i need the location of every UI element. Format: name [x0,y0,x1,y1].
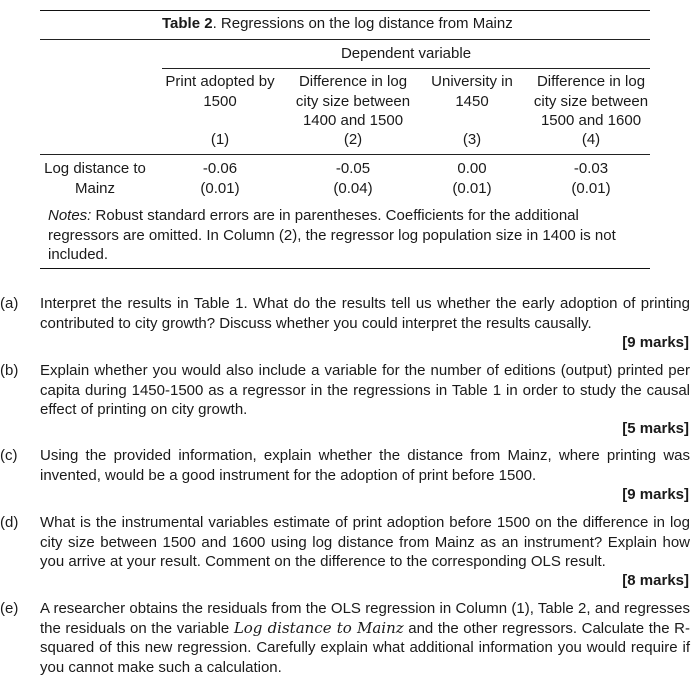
column-header-3 [426,72,518,111]
std-error-cell: (0.01) [452,180,492,197]
std-error-cell: (0.04) [333,180,373,197]
column-number-2: (2) [343,131,363,148]
question-label: (a) [0,295,19,312]
column-2-label-line: Difference in log [298,73,408,90]
coefficient-cell: 0.00 [457,160,487,177]
std-error-cell: (0.01) [200,180,240,197]
table-caption-text: . Regressions on the log distance from Mainz [212,15,513,32]
question-text-part: A researcher obtains the residuals from the OLS regression in Column (1), Table 2, and regresses the residuals on the variable [40,600,690,637]
column-1-label-line: 1500 [203,92,237,110]
column-header-4 [526,72,656,131]
row-label-line: Log distance to [44,160,146,177]
table-caption-prefix: Table 2 [162,15,213,32]
column-number-3: (3) [462,131,482,148]
column-3-label-line: 1450 [455,92,489,110]
dependent-variable-header: Dependent variable [340,45,472,62]
notes-text: Robust standard errors are in parentheses. Coefficients for the additional regressors are omitted. In Column (2), the regressor log population size in 1400 is not included. [48,207,616,263]
row-label-line: Mainz [74,179,115,197]
table-caption [162,14,513,34]
coefficient-cell: -0.05 [335,160,371,177]
column-4-label-line: city size between [533,92,649,110]
header-bottom-rule [40,154,650,155]
column-number-4: (4) [581,131,601,148]
column-2-label-line: city size between [295,92,411,110]
coefficient-cell: -0.03 [573,160,609,177]
column-4-label-line: Difference in log [536,73,646,90]
question-label: (c) [0,447,18,464]
question-text: Explain whether you would also include a variable for the number of editions (output) printed per capita during 1450-1500 as a regressor in the regressions in Table 1 in order to study the causal effect of printing on city growth. [40,362,690,418]
marks-label: [5 marks] [622,420,689,437]
marks-label: [9 marks] [622,486,689,503]
marks-label: [9 marks] [622,334,689,351]
table-bottom-rule [40,268,650,269]
column-number-1: (1) [210,131,230,148]
question-text: Interpret the results in Table 1. What do the results tell us whether the early adoption of printing contributed to city growth? Discuss whether you could interpret the results causally. [40,295,690,332]
question-text [40,599,690,677]
question-text: What is the instrumental variables estimate of print adoption before 1500 on the difference in log city size between 1500 and 1600 using log distance from Mainz as an instrument? Explain how you arrive at your result. Comment on the difference to the corresponding OLS result. [40,514,690,570]
question-text-part: and the other regressors. Calculate the R-squared of this new regression. Carefully explain what additional information you would require if you cannot make such a calculation. [40,619,690,676]
table-top-rule [40,10,650,11]
caption-rule [40,39,650,40]
column-1-label-line: Print adopted by [165,73,275,90]
std-error-cell: (0.01) [571,180,611,197]
column-2-label-line: 1400 and 1500 [302,112,404,129]
column-4-label-line: 1500 and 1600 [540,112,642,129]
notes-label: Notes: [48,207,92,224]
table-notes [48,206,628,265]
question-label: (d) [0,514,19,531]
column-header-2 [290,72,416,131]
row-label [40,159,150,198]
question-label: (e) [0,600,19,617]
dependent-header-rule [162,68,650,69]
question-label: (b) [0,362,19,379]
column-header-1 [162,72,278,111]
coefficient-cell: -0.06 [202,160,238,177]
column-3-label-line: University in [431,73,513,90]
marks-label: [8 marks] [622,572,689,589]
math-variable: Log distance to Mainz [233,618,404,637]
question-text: Using the provided information, explain whether the distance from Mainz, where printing was invented, would be a good instrument for the adoption of print before 1500. [40,447,690,484]
